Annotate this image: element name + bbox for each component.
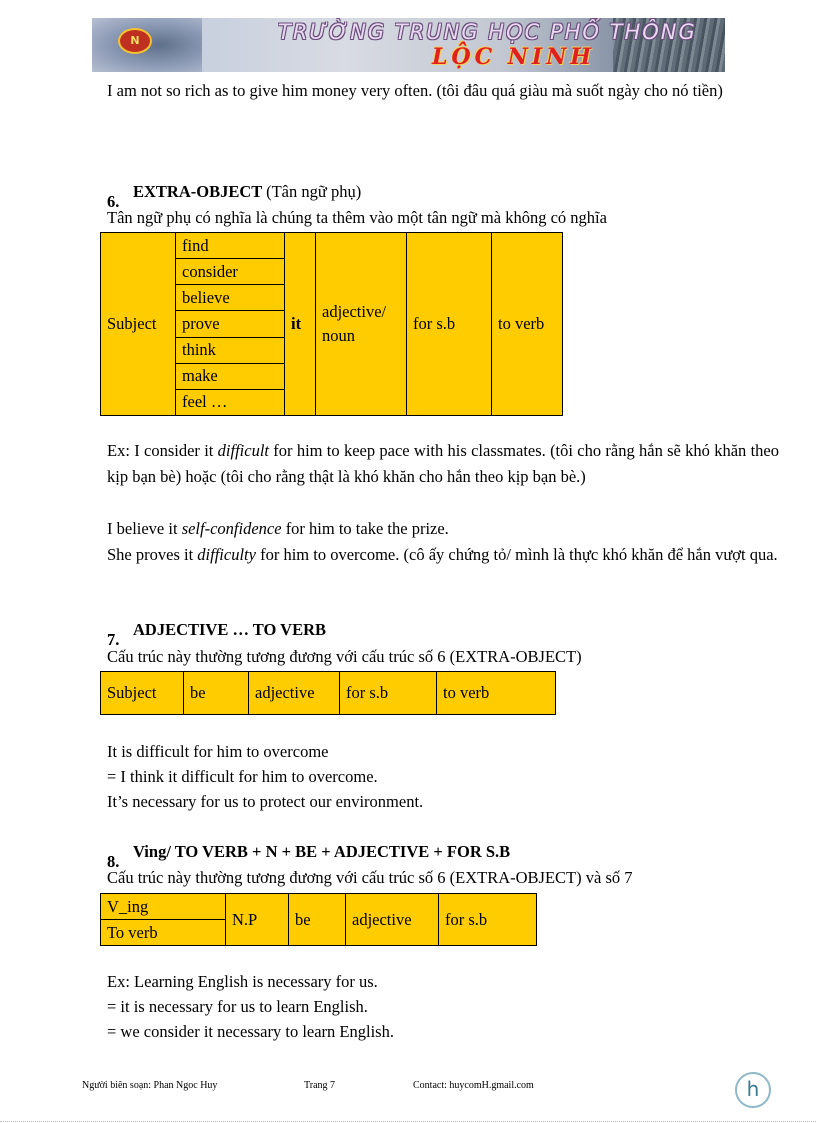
cell-np: N.P: [226, 894, 289, 946]
section-8-example-3: = we consider it necessary to learn English.: [107, 1022, 394, 1041]
cell-it: it: [285, 233, 316, 416]
extra-object-table: [100, 232, 563, 416]
section-8-example-1: Ex: Learning English is necessary for us.: [107, 972, 378, 991]
cell-be: be: [289, 894, 346, 946]
ving-to-verb-table: [100, 893, 537, 946]
adjective-to-verb-table: [100, 671, 556, 715]
section-8-description: Cấu trúc này thường tương đương với cấu trúc số 6 (EXTRA-OBJECT) và số 7: [107, 868, 633, 887]
section-6-title-vi: (Tân ngữ phụ): [266, 182, 362, 201]
school-logo: N: [118, 28, 152, 54]
section-7-example-2: = I think it difficult for him to overcome.: [107, 767, 378, 786]
cell-to-verb: to verb: [437, 672, 556, 715]
section-7-example-1: It is difficult for him to overcome: [107, 742, 329, 761]
example-text: Ex: I consider it: [107, 441, 218, 460]
cell-verb: feel …: [176, 389, 285, 415]
section-6-title: [133, 182, 361, 202]
school-name-line1: TRƯỜNG TRUNG HỌC PHỔ THÔNG: [278, 20, 697, 44]
cell-v-ing: V_ing: [101, 894, 226, 920]
example-emphasis: difficulty: [197, 545, 256, 564]
cell-for-sb: for s.b: [407, 233, 492, 416]
cell-adjective: adjective: [249, 672, 340, 715]
intro-paragraph: I am not so rich as to give him money very often. (tôi đâu quá giàu mà suốt ngày cho nó tiền): [107, 81, 723, 100]
section-6-example-2: [107, 516, 449, 542]
cell-adjective: adjective: [346, 894, 439, 946]
footer-author: Người biên soạn: Phan Ngoc Huy: [82, 1080, 218, 1091]
cell-be: be: [184, 672, 249, 715]
cell-to-verb: to verb: [492, 233, 563, 416]
example-emphasis: self-confidence: [181, 519, 282, 538]
h-logo-icon: h: [735, 1072, 771, 1108]
example-text: for him to keep pace with his classmates. (tôi cho rằng hắn sẽ khó khăn theo kịp bạn bè) hoặc (tôi cho rằng thật là khó khăn cho hắn theo kịp bạn bè.): [107, 441, 779, 486]
cell-for-sb: for s.b: [340, 672, 437, 715]
section-6-title-en: EXTRA-OBJECT: [133, 182, 262, 201]
section-6-example-3: [107, 542, 779, 568]
example-text: for him to take the prize.: [281, 519, 449, 538]
section-6-number: 6.: [107, 192, 120, 211]
example-text: for him to overcome. (cô ấy chứng tỏ/ mình là thực khó khăn để hắn vượt qua.: [255, 545, 778, 564]
cell-verb: prove: [176, 311, 285, 337]
example-text: I believe it: [107, 519, 182, 538]
cell-verb: consider: [176, 259, 285, 285]
section-6-example-1: [107, 438, 779, 490]
example-text: She proves it: [107, 545, 198, 564]
cell-verb: find: [176, 233, 285, 259]
section-8-number: 8.: [107, 852, 120, 871]
section-7-example-3: It’s necessary for us to protect our environment.: [107, 792, 424, 811]
header-banner: [92, 18, 725, 72]
example-emphasis: difficult: [217, 441, 270, 460]
cell-subject: Subject: [101, 672, 184, 715]
cell-verb: think: [176, 337, 285, 363]
cell-verb: make: [176, 363, 285, 389]
cell-subject: Subject: [101, 233, 176, 416]
footer-page-number: Trang 7: [304, 1080, 336, 1091]
section-7-number: 7.: [107, 630, 120, 649]
section-7-title: ADJECTIVE … TO VERB: [133, 620, 327, 639]
cell-adjective-noun: adjective/ noun: [316, 233, 407, 416]
cell-for-sb: for s.b: [439, 894, 537, 946]
cell-to-verb: To verb: [101, 920, 226, 946]
section-6-description: Tân ngữ phụ có nghĩa là chúng ta thêm vào một tân ngữ mà không có nghĩa: [107, 208, 607, 227]
school-name-line2: LỘC NINH: [432, 44, 596, 70]
footer-divider: [0, 1121, 816, 1122]
section-7-description: Cấu trúc này thường tương đương với cấu trúc số 6 (EXTRA-OBJECT): [107, 647, 582, 666]
section-8-example-2: = it is necessary for us to learn English.: [107, 997, 368, 1016]
section-8-title: Ving/ TO VERB + N + BE + ADJECTIVE + FOR S.B: [133, 842, 511, 861]
cell-verb: believe: [176, 285, 285, 311]
footer-contact: Contact: huycomH.gmail.com: [413, 1080, 534, 1091]
